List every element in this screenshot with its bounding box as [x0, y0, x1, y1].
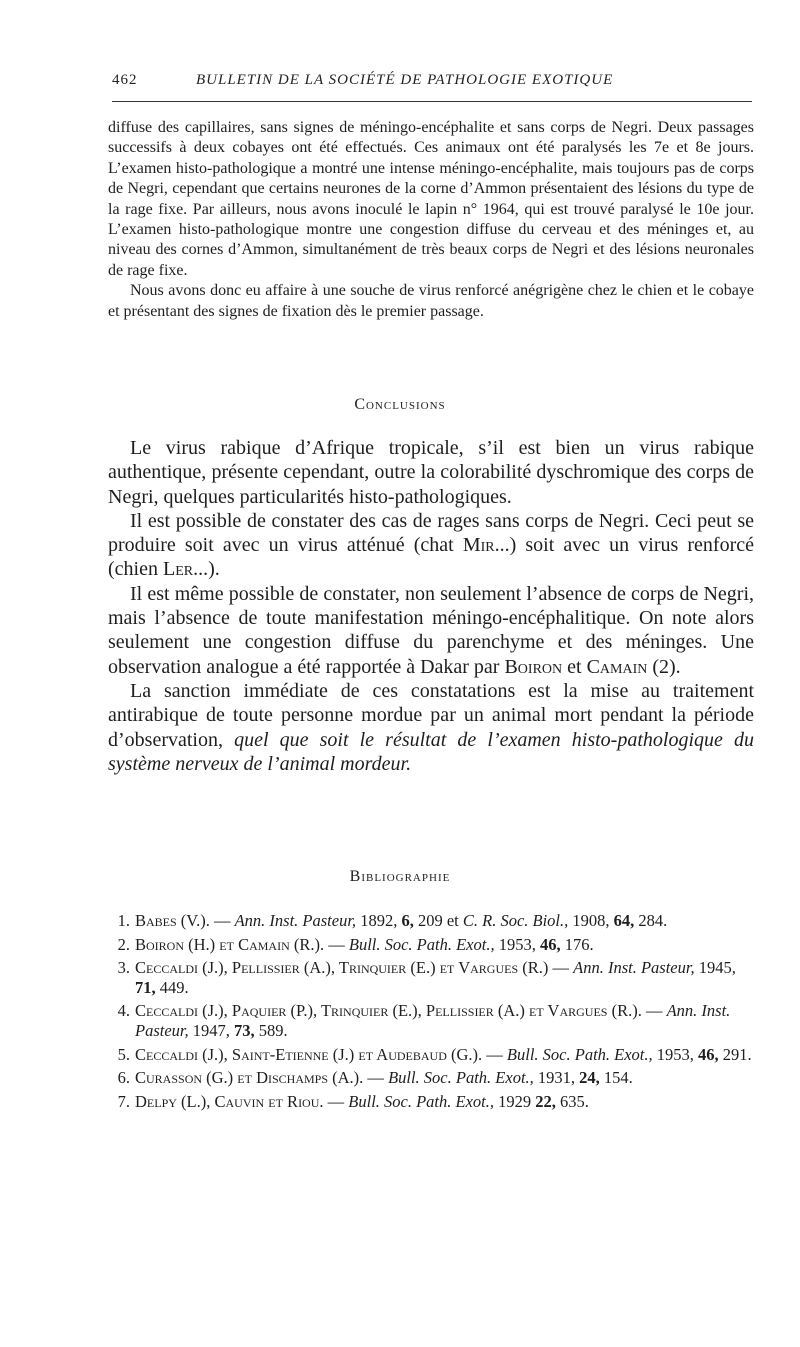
conclusions-heading: Conclusions [354, 396, 446, 413]
bibliography-heading: Bibliographie [349, 868, 451, 885]
intro-text [108, 118, 754, 322]
conclusion-paragraph: Le virus rabique d’Afrique tropicale, s’il est bien un virus rabique authentique, présente cependant, outre la colorabilité dyschromique des corps de Negri, quelques particularités histo-pathologiques. [108, 437, 754, 508]
bibliography-entry: 7. Delpy (L.), Cauvin et Riou. — Bull. Soc. Path. Exot., 1929 22, 635. [117, 1091, 589, 1111]
conclusion-paragraph: Il est même possible de constater, non seulement l’absence de corps de Negri, mais l’absence de toute manifestation méningo-encéphalitique. On note alors seulement une congestion diffuse du parenchyme et des méninges. Une observation analogue a été rapportée à Dakar par Boiron et Camain (2). [108, 582, 754, 678]
conclusion-paragraph: Il est possible de constater des cas de rages sans corps de Negri. Ceci peut se produire soit avec un virus atténué (chat Mir...) soit avec un virus renforcé (chien Ler...). [108, 509, 755, 581]
conclusion-paragraph: La sanction immédiate de ces constatations est la mise au traitement antirabique de toute personne mordue par un animal mort pendant la période d’observation, quel que soit le résultat de l’examen histo-pathologique du système nerveux de l’animal mordeur. [108, 679, 754, 775]
intro-paragraph: Nous avons donc eu affaire à une souche de virus renforcé anégrigène chez le chien et le cobaye et présentant des signes de fixation dès le premier passage. [108, 282, 754, 320]
running-header [112, 72, 752, 96]
bibliography-entry: 2. Boiron (H.) et Camain (R.). — Bull. Soc. Path. Exot., 1953, 46, 176. [117, 934, 594, 954]
journal-title: BULLETIN DE LA SOCIÉTÉ DE PATHOLOGIE EXOTIQUE [196, 72, 614, 88]
intro-paragraph: diffuse des capillaires, sans signes de méningo-encéphalite et sans corps de Negri. Deux passages successifs à deux cobayes ont été effectués. Ces animaux ont été paralysés les 7e et 8e jours. L’examen histo-pathologique a montré une intense méningo-encéphalite, mais toujours pas de corps de Negri, cependant que certains neurones de la corne d’Ammon présentaient des lésions du type de la rage fixe. Par ailleurs, nous avons inoculé le lapin n° 1964, qui est trouvé paralysé le 10e jour. L’examen histo-pathologique montre une congestion diffuse du cerveau et des méninges et, au niveau des cornes d’Ammon, simultanément de très beaux corps de Negri et des lésions neuronales de rage fixe. [108, 119, 754, 279]
bibliography-entry: 5. Ceccaldi (J.), Saint-Etienne (J.) et Audebaud (G.). — Bull. Soc. Path. Exot., 1953, 46, 291. [117, 1044, 752, 1064]
author-name: Boiron [504, 655, 563, 678]
emphasis-text: quel que soit le résultat de l’examen histo-pathologique du système nerveux de l’animal mordeur. [108, 728, 754, 775]
author-name: Ler [162, 558, 194, 581]
page-number: 462 [112, 72, 138, 88]
author-name: Mir [462, 534, 495, 557]
bibliography-entry: 3. Ceccaldi (J.), Pellissier (A.), Trinquier (E.) et Vargues (R.) — Ann. Inst. Pasteur, 1945, 71, 449. [117, 958, 736, 997]
author-name: Camain [586, 655, 648, 678]
header-rule [112, 101, 752, 102]
bibliography-entry: 4. Ceccaldi (J.), Paquier (P.), Trinquier (E.), Pellissier (A.) et Vargues (R.). — Ann. Inst. Pasteur, 1947, 73, 589. [117, 1001, 731, 1040]
conclusions-body [108, 436, 754, 776]
bibliography-entry: 6. Curasson (G.) et Dischamps (A.). — Bull. Soc. Path. Exot., 1931, 24, 154. [117, 1068, 633, 1088]
bibliography-list [108, 911, 754, 1115]
bibliography-entry: 1. Babes (V.). — Ann. Inst. Pasteur, 1892, 6, 209 et C. R. Soc. Biol., 1908, 64, 284. [117, 911, 668, 930]
